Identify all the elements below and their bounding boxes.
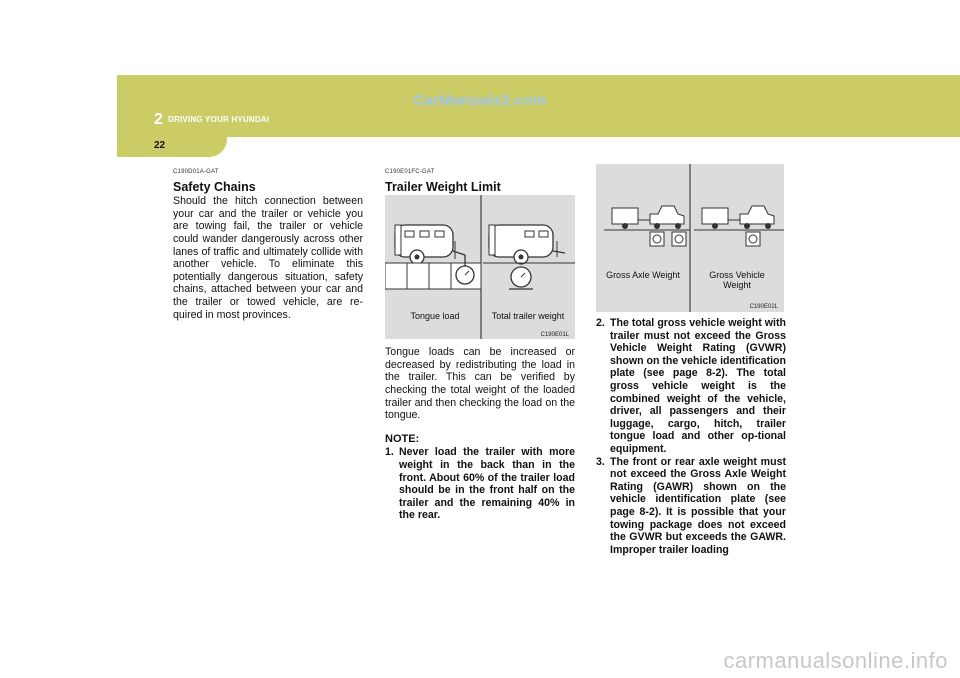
section-code: C190E01FC-GAT: [385, 169, 435, 175]
header-tab-edge: [117, 137, 145, 157]
list-item: [596, 456, 786, 557]
list-item-number: 2.: [596, 317, 605, 329]
list-item-text: The total gross vehicle weight with trailer must not exceed the Gross Vehicle Weight Rating (GVWR) shown on the vehicle identification plate (see page 8-2). The total gross vehicle weight is the combined weight of the vehicle, driver, all passengers and their luggage, cargo, hitch, trailer tongue load and other op-tional equipment.: [610, 317, 786, 455]
list-item-text: Never load the trailer with more weight in the back than in the front. About 60% of the trailer load should be in the front half on the trailer and the remaining 40% in the rear.: [399, 446, 575, 522]
figure-code: C190E01L: [540, 332, 569, 339]
figure-code: C190E02L: [749, 304, 778, 310]
watermark-top[interactable]: CarManuals2.com: [413, 92, 547, 109]
page-number: 22: [154, 140, 166, 151]
chapter-title: DRIVING YOUR HYUNDAI: [168, 115, 270, 124]
note-list: [385, 446, 575, 522]
list-item-number: 3.: [596, 455, 605, 468]
list-item: [596, 317, 786, 456]
chapter-number: 2: [154, 111, 163, 128]
section-heading: Trailer Weight Limit: [385, 179, 501, 194]
note-heading: NOTE:: [385, 432, 420, 445]
section-body: Should the hitch connection between your car and the trailer or vehicle you are towing fail, the trailer or vehicle could wander dangerously across other lanes of traffic and ultimately collide with another vehicle. To eliminate this potentially dangerous situation, safety chains, attached between your car and the trailer or towed vehicle, are re-quired in most provinces.: [173, 195, 363, 321]
section-heading: Safety Chains: [173, 179, 256, 194]
section-body: Tongue loads can be increased or decreased by redistributing the load in the trailer. This can be verified by checking the total weight of the loaded trailer and then checking the load on the tongue.: [385, 346, 575, 422]
right-column: [596, 164, 786, 556]
figure-label-gross-vehicle-weight: Gross Vehicle Weight: [709, 270, 765, 290]
section-code: C190D01A-GAT: [173, 169, 219, 175]
figure-label-gross-axle-weight: Gross Axle Weight: [606, 270, 680, 280]
figure-label-total-trailer-weight: Total trailer weight: [491, 311, 565, 322]
figure-label-tongue-load: Tongue load: [410, 311, 460, 322]
left-column: [173, 166, 363, 321]
tongue-weight-figure: [385, 195, 575, 339]
list-item: [385, 446, 575, 522]
list-item-text: The front or rear axle weight must not exceed the Gross Axle Weight Rating (GAWR) shown on the vehicle identification plate (see page 8-2). It is possible that your towing package does not exceed the GVWR but exceeds the GAWR. Improper trailer loading: [610, 455, 786, 556]
axle-weight-figure: [596, 164, 784, 312]
middle-column: [385, 166, 575, 522]
watermark-bottom[interactable]: carmanualsonline.info: [723, 648, 948, 673]
weight-rules-list: [596, 317, 786, 556]
list-item-number: 1.: [385, 446, 394, 459]
